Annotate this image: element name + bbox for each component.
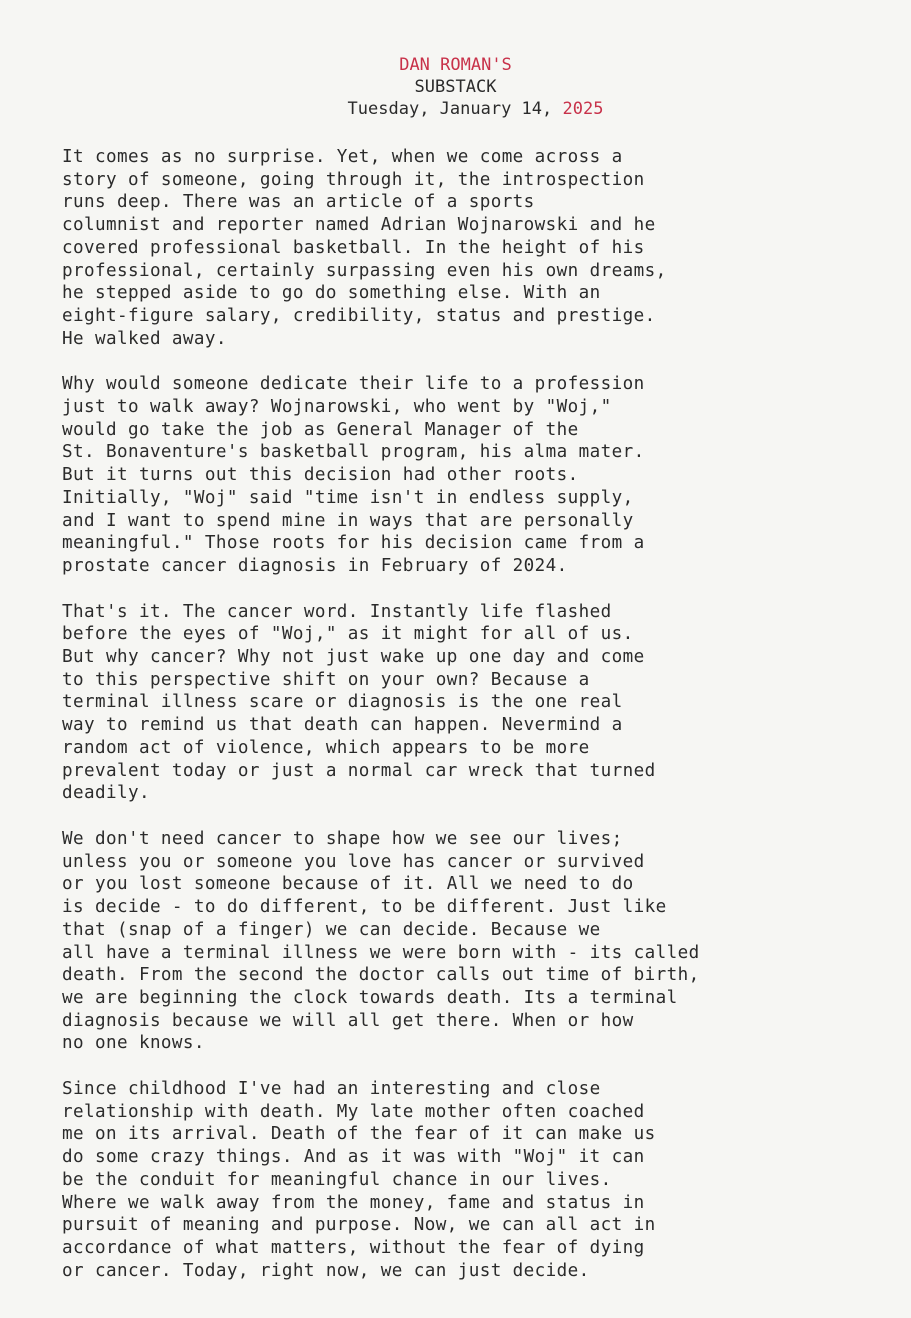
text-line: story of someone, going through it, the introspection bbox=[62, 169, 645, 190]
text-line: accordance of what matters, without the fear of dying bbox=[62, 1237, 645, 1258]
paragraph bbox=[62, 601, 882, 805]
text-line: eight-figure salary, credibility, status and prestige. bbox=[62, 305, 656, 326]
text-line: or you lost someone because of it. All we need to do bbox=[62, 874, 634, 895]
text-line: He walked away. bbox=[62, 328, 227, 349]
text-line: covered professional basketball. In the height of his bbox=[62, 237, 645, 258]
text-line: prevalent today or just a normal car wreck that turned bbox=[62, 760, 656, 781]
text-line: relationship with death. My late mother often coached bbox=[62, 1101, 645, 1122]
text-line: deadily. bbox=[62, 783, 150, 804]
text-line: But why cancer? Why not just wake up one day and come bbox=[62, 647, 645, 668]
text-line: no one knows. bbox=[62, 1033, 205, 1054]
text-line: But it turns out this decision had other roots. bbox=[62, 465, 579, 486]
paragraph bbox=[62, 146, 882, 350]
text-line: me on its arrival. Death of the fear of it can make us bbox=[62, 1124, 656, 1145]
text-line: and I want to spend mine in ways that are personally bbox=[62, 510, 634, 531]
publication-name: SUBSTACK bbox=[414, 77, 497, 97]
paragraph bbox=[62, 1078, 882, 1282]
text-line: is decide - to do different, to be different. Just like bbox=[62, 897, 667, 918]
text-line: to this perspective shift on your own? Because a bbox=[62, 669, 590, 690]
author-name: DAN ROMAN'S bbox=[399, 55, 512, 75]
text-line: random act of violence, which appears to be more bbox=[62, 737, 590, 758]
text-line: runs deep. There was an article of a sports bbox=[62, 192, 535, 213]
text-line: columnist and reporter named Adrian Wojnarowski and he bbox=[62, 215, 656, 236]
text-line: death. From the second the doctor calls out time of birth, bbox=[62, 965, 700, 986]
text-line: before the eyes of "Woj," as it might for all of us. bbox=[62, 624, 634, 645]
text-line: Why would someone dedicate their life to a profession bbox=[62, 374, 645, 395]
text-line: would go take the job as General Manager of the bbox=[62, 419, 579, 440]
text-line: Where we walk away from the money, fame and status in bbox=[62, 1192, 645, 1213]
paragraph bbox=[62, 828, 882, 1055]
text-line: pursuit of meaning and purpose. Now, we can all act in bbox=[62, 1215, 656, 1236]
text-line: Since childhood I've had an interesting and close bbox=[62, 1079, 601, 1100]
text-line: we are beginning the clock towards death. Its a terminal bbox=[62, 987, 678, 1008]
paragraph bbox=[62, 373, 882, 577]
text-line: all have a terminal illness we were born with - its called bbox=[62, 942, 700, 963]
text-line: terminal illness scare or diagnosis is the one real bbox=[62, 692, 623, 713]
text-line: It comes as no surprise. Yet, when we come across a bbox=[62, 147, 623, 167]
date-text: Tuesday, January 14, bbox=[347, 99, 553, 119]
text-line: way to remind us that death can happen. Nevermind a bbox=[62, 715, 623, 736]
date-year: 2025 bbox=[562, 99, 604, 119]
text-line: just to walk away? Wojnarowski, who went by "Woj," bbox=[62, 397, 612, 418]
text-line: be the conduit for meaningful chance in our lives. bbox=[62, 1169, 612, 1190]
text-line: meaningful." Those roots for his decision came from a bbox=[62, 533, 645, 554]
text-line: he stepped aside to go do something else. With an bbox=[62, 283, 601, 304]
text-line: Initially, "Woj" said "time isn't in endless supply, bbox=[62, 487, 634, 508]
page-header bbox=[0, 54, 911, 120]
text-line: or cancer. Today, right now, we can just decide. bbox=[62, 1260, 590, 1281]
text-line: unless you or someone you love has cancer or survived bbox=[62, 851, 645, 872]
text-line: do some crazy things. And as it was with "Woj" it can bbox=[62, 1147, 645, 1168]
text-line: prostate cancer diagnosis in February of 2024. bbox=[62, 555, 568, 576]
article-body bbox=[62, 146, 882, 1305]
text-line: That's it. The cancer word. Instantly life flashed bbox=[62, 601, 612, 622]
text-line: diagnosis because we will all get there. When or how bbox=[62, 1010, 634, 1031]
post-date bbox=[40, 98, 911, 120]
text-line: professional, certainly surpassing even his own dreams, bbox=[62, 260, 667, 281]
text-line: We don't need cancer to shape how we see our lives; bbox=[62, 828, 623, 849]
text-line: that (snap of a finger) we can decide. Because we bbox=[62, 919, 601, 940]
text-line: St. Bonaventure's basketball program, his alma mater. bbox=[62, 442, 645, 463]
